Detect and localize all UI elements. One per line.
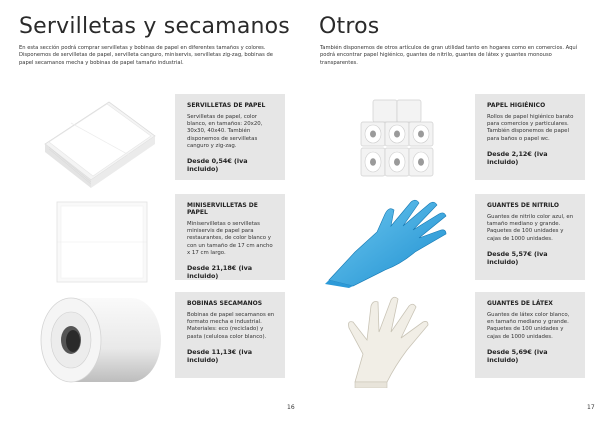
product-description: Guantes de nitrilo color azul, en tamaño mediano y grande. Paquetes de 100 unidades y cajas de 1000 unidades. [487,214,574,242]
product-price: Desde 2,12€ (iva incluido) [487,149,548,166]
product-name: MINISERVILLETAS DE PAPEL [187,202,258,216]
mini-napkin-image [35,194,165,290]
product-description: Bobinas de papel secamanos en formato mecha e industrial. Materiales: eco (reciclado) y pasta (celulosa color blanco). [187,312,275,340]
intro-text: En esta sección podrá comprar servilletas y bobinas de papel en diferentes tamaños y colores. Disponemos de servilletas de papel, servilleta canguro, miniservis, servilletas zig-zag, bobinas de papel secamanos mecha y bobinas de papel tamaño industrial. [19,45,273,66]
product-name: PAPEL HIGIÉNICO [487,102,546,109]
product-card-bobinas [175,292,285,378]
right-page [300,0,600,424]
product-price: Desde 0,54€ (iva incluido) [187,157,248,174]
product-description: Servilletas de papel, color blanco, en tamaños: 20x20, 30x30, 40x40. También disponemos de servilletas canguro y zig-zag. [187,114,263,149]
product-description: Rollos de papel higiénico barato para comercios y particulares. También disponemos de papel para baños o papel wc. [487,114,574,142]
product-name: GUANTES DE LÁTEX [487,300,553,307]
product-card-miniservilletas [175,194,285,280]
product-price: Desde 5,57€ (iva incluido) [487,249,548,266]
page-title: Otros [319,14,380,39]
napkins-image [35,92,165,188]
latex-glove-image [315,292,475,388]
product-price: Desde 5,69€ (iva incluido) [487,347,548,364]
product-price: Desde 11,13€ (iva incluido) [187,347,253,364]
product-price: Desde 21,18€ (iva incluido) [187,264,253,281]
product-card-guantes-latex [475,292,585,378]
product-card-servilletas [175,94,285,180]
product-description: Miniservilletas o servilletas miniservis de papel para restaurantes, de color blanco y con un tamaño de 17 cm ancho x 17 cm largo. [187,221,273,256]
page-number: 17 [587,404,595,411]
product-name: SERVILLETAS DE PAPEL [187,102,266,109]
product-card-guantes-nitrilo [475,194,585,280]
toilet-paper-image [315,92,475,188]
paper-roll-image [35,292,165,388]
product-card-papel-higienico [475,94,585,180]
product-name: GUANTES DE NITRILO [487,202,559,209]
page-number: 16 [287,404,295,411]
page-title: Servilletas y secamanos [19,14,290,39]
nitrile-glove-image [315,192,475,288]
product-name: BOBINAS SECAMANOS [187,300,263,307]
intro-text: También disponemos de otros artículos de gran utilidad tanto en hogares como en comercios. Aquí podrá encontrar papel higiénico, guantes de nitrilo, guantes de látex y guantes monouso transparentes. [320,45,578,66]
product-description: Guantes de látex color blanco, en tamaño mediano y grande. Paquetes de 100 unidades y cajas de 1000 unidades. [487,312,570,340]
